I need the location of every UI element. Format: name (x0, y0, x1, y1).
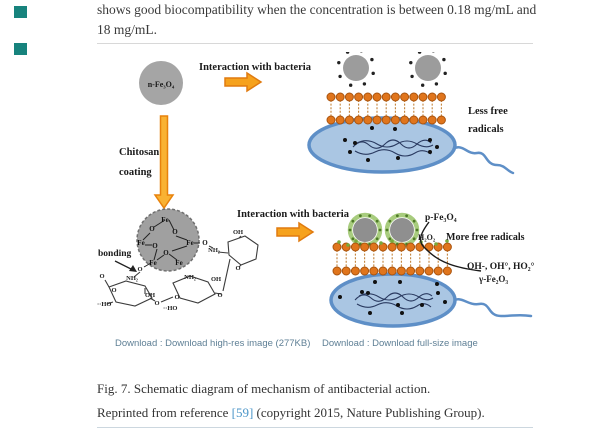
download-high-res-link[interactable]: Download : Download high-res image (277KB) (115, 338, 311, 349)
figure-top-divider (97, 43, 533, 44)
nanoparticle-spiked-1 (337, 52, 375, 87)
bonding-arrow-icon (115, 261, 137, 272)
svg-text:··HO: ··HO (97, 301, 112, 308)
svg-text:O: O (154, 300, 160, 307)
bonding-label: bonding (98, 249, 132, 259)
svg-text:OH: OH (145, 292, 156, 299)
svg-text:··HO: ··HO (163, 305, 178, 312)
nfe3o4-label: n-Fe₃O₄ (147, 80, 175, 89)
nanoparticle-spiked-2 (409, 52, 447, 87)
svg-text:NH₂: NH₂ (184, 274, 196, 281)
svg-text:O: O (149, 225, 155, 233)
teal-marker-bottom (14, 43, 27, 55)
svg-text:O: O (202, 239, 208, 247)
arrow-down-chitosan-icon (155, 116, 173, 208)
chitosan-label-1: Chitosan (119, 147, 160, 158)
flagellum-top (453, 147, 513, 173)
svg-text:Fe: Fe (149, 259, 157, 267)
interaction-label-bottom: Interaction with bacteria (237, 209, 349, 220)
svg-text:Fe: Fe (175, 259, 183, 267)
chitosan-label-2: coating (119, 167, 152, 178)
svg-text:OH: OH (211, 276, 222, 283)
pfe3o4-label: p-Fe₃O₄ (425, 213, 457, 223)
svg-text:O: O (217, 292, 223, 299)
flagellum-bottom (451, 299, 531, 316)
svg-text:O: O (111, 287, 117, 294)
gamma-fe2o3-label: γ-Fe₂O₃ (479, 274, 509, 284)
teal-marker-top (14, 6, 27, 18)
download-full-size-link[interactable]: Download : Download full-size image (322, 338, 478, 349)
arrow-right-bottom-icon (277, 223, 313, 241)
interaction-label-top: Interaction with bacteria (199, 62, 311, 73)
figure-caption: Fig. 7. Schematic diagram of mechanism of antibacterial action. (97, 381, 431, 396)
svg-text:O: O (137, 266, 143, 273)
svg-text:NH₂: NH₂ (208, 247, 220, 254)
svg-text:Fe: Fe (161, 216, 169, 224)
svg-text:O: O (152, 242, 158, 250)
svg-text:OH: OH (233, 229, 244, 236)
nfe3o4-particle (139, 61, 183, 105)
reprint-note (97, 405, 485, 421)
h2o2-label: H₂O₂ (418, 233, 436, 242)
less-free-label-2: radicals (468, 124, 504, 135)
reprint-prefix: Reprinted from reference (97, 405, 232, 420)
body-paragraph (97, 0, 542, 40)
radicals-formula-label: OH-, OH°, HO₂° (467, 262, 535, 272)
coated-particle-on-membrane-1 (349, 214, 382, 245)
figure-7-image[interactable] (95, 52, 535, 332)
svg-text:O: O (163, 249, 169, 257)
svg-text:Fe: Fe (137, 239, 145, 247)
svg-text:O: O (174, 294, 180, 301)
paragraph-line-2: 18 mg/mL. (97, 22, 157, 37)
membrane-bottom (333, 243, 451, 275)
coated-fe3o4-particle (137, 209, 208, 271)
svg-text:O: O (235, 265, 241, 272)
arrow-right-top-icon (225, 73, 261, 91)
svg-text:O: O (172, 228, 178, 236)
svg-text:Fe: Fe (186, 239, 194, 247)
membrane-top (327, 93, 445, 124)
figure-bottom-divider (97, 427, 533, 428)
svg-text:O: O (99, 273, 105, 280)
reprint-suffix: (copyright 2015, Nature Publishing Group). (253, 405, 485, 420)
figure-7-container (95, 52, 535, 332)
more-free-radicals-label: More free radicals (446, 232, 525, 243)
reference-59-link[interactable]: [59] (231, 405, 254, 420)
svg-text:NH₂: NH₂ (126, 275, 138, 282)
less-free-label-1: Less free (468, 106, 508, 117)
paragraph-line-1: shows good biocompatibility when the concentration is between 0.18 mg/mL and (97, 2, 537, 17)
